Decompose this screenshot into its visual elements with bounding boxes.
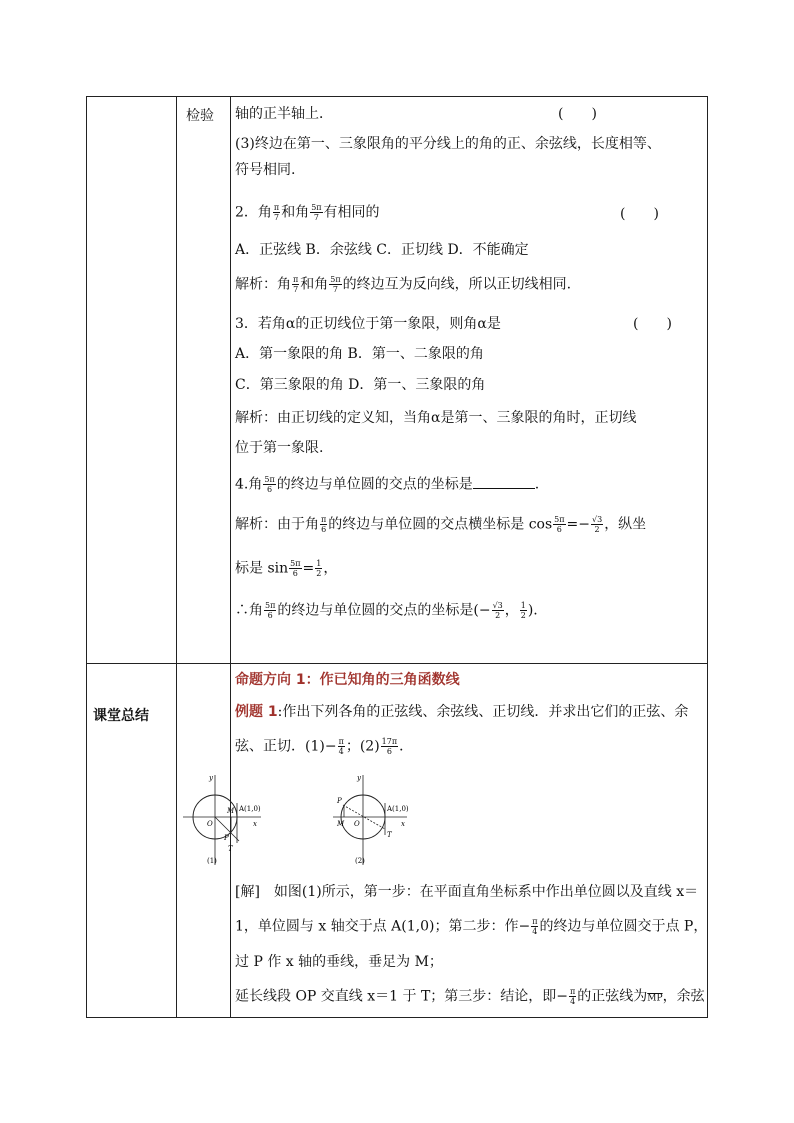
solution-line-4: 延长线段 OP 交直线 x＝1 于 T；第三步：结论，即− $\frac{\pi}{4}$ 的正弦线为$\overline{MP}$，余弦 (235, 987, 705, 1006)
question-4: 4.角 $\frac{5\pi}{6}$ 的终边与单位圆的交点的坐标是 . (235, 475, 540, 494)
svg-text:M: M (337, 820, 345, 828)
check-line-3: 符号相同. (235, 162, 296, 178)
svg-text:x: x (401, 820, 405, 828)
topic-heading: 命题方向 1：作已知角的三角函数线 (235, 672, 460, 688)
question-3-analysis-1: 解析：由正切线的定义知，当角α是第一、三象限的角时，正切线 (235, 410, 637, 426)
figure-1-unit-circle (181, 773, 269, 869)
question-2: 2．角 $\frac{\pi}{7}$ 和角 $\frac{5\pi}{7}$ 有相同的 ( ) (235, 203, 659, 222)
example-1-angles: 弦、正切．(1)− $\frac{\pi}{4}$ ；(2) $\frac{17\pi}{6}$ ． (235, 737, 414, 756)
solution-line-1: [解] 如图(1)所示，第一步：在平面直角坐标系中作出单位圆以及直线 x＝ (235, 884, 699, 900)
question-4-analysis-2: 标是 sin $\frac{5\pi}{6}$ = $\frac{1}{2}$ ， (235, 559, 338, 578)
solution-line-3: 过 P 作 x 轴的垂线，垂足为 M； (235, 954, 443, 970)
check-label: 检验 (186, 108, 214, 124)
question-3: 3．若角α的正切线位于第一象限，则角α是 ( ) (235, 316, 672, 332)
svg-text:P: P (224, 834, 229, 842)
question-2-options: A．正弦线 B．余弦线 C．正切线 D．不能确定 (235, 242, 529, 258)
svg-text:T: T (387, 831, 392, 839)
svg-text:O: O (207, 820, 213, 828)
fig1-y-label: y (209, 774, 213, 782)
svg-text:O: O (354, 820, 360, 828)
question-4-analysis-3: ∴角 $\frac{5\pi}{6}$ 的终边与单位圆的交点的坐标是(− $\frac{√3}{2}$ ， $\frac{1}{2}$ ). (235, 601, 538, 620)
svg-text:y: y (357, 774, 361, 782)
question-3-option-1: A．第一象限的角 B．第一、二象限的角 (235, 346, 484, 362)
vector-mp: $\overline{MP}$ (647, 993, 663, 1004)
svg-text:(2): (2) (355, 857, 365, 865)
question-4-analysis-1: 解析：由于角 $\frac{\pi}{6}$ 的终边与单位圆的交点横坐标是 cos $\frac{5\pi}{6}$ =− $\frac{√3}{2}$ ，纵坐 (235, 515, 647, 534)
svg-text:P: P (337, 797, 342, 805)
svg-text:(1): (1) (207, 857, 217, 865)
question-2-analysis: 解析：角 $\frac{\pi}{7}$ 和角 $\frac{5\pi}{7}$ 的终边互为反向线，所以正切线相同. (235, 275, 572, 294)
check-line-2: (3)终边在第一、三象限角的平分线上的角的正、余弦线，长度相等、 (235, 136, 661, 152)
svg-text:A(1,0): A(1,0) (239, 805, 261, 813)
col-divider-1 (176, 97, 177, 1017)
figure-2-unit-circle (323, 773, 419, 869)
example-1: 例题 1:作出下列各角的正弦线、余弦线、正切线．并求出它们的正弦、余 (235, 704, 689, 720)
svg-text:x: x (253, 820, 257, 828)
fraction: $\frac{5\pi}{7}$ (311, 203, 322, 222)
content-table (86, 96, 708, 1018)
check-line-1: 轴的正半轴上． ( ) (235, 106, 597, 122)
question-3-analysis-2: 位于第一象限. (235, 440, 324, 456)
svg-text:T: T (228, 845, 233, 853)
fraction: $\frac{\pi}{7}$ (273, 203, 280, 222)
solution-line-2: 1，单位圆与 x 轴交于点 A(1,0)；第二步：作− $\frac{\pi}{4}$ 的终边与单位圆交于点 P， (235, 917, 708, 936)
svg-text:M: M (227, 807, 235, 815)
answer-blank (473, 476, 535, 489)
svg-text:A(1,0): A(1,0) (387, 805, 409, 813)
summary-label: 课堂总结 (93, 708, 149, 724)
col-divider-2 (230, 97, 231, 1017)
question-3-option-2: C．第三象限的角 D．第一、三象限的角 (235, 377, 486, 393)
row-divider (87, 663, 707, 664)
